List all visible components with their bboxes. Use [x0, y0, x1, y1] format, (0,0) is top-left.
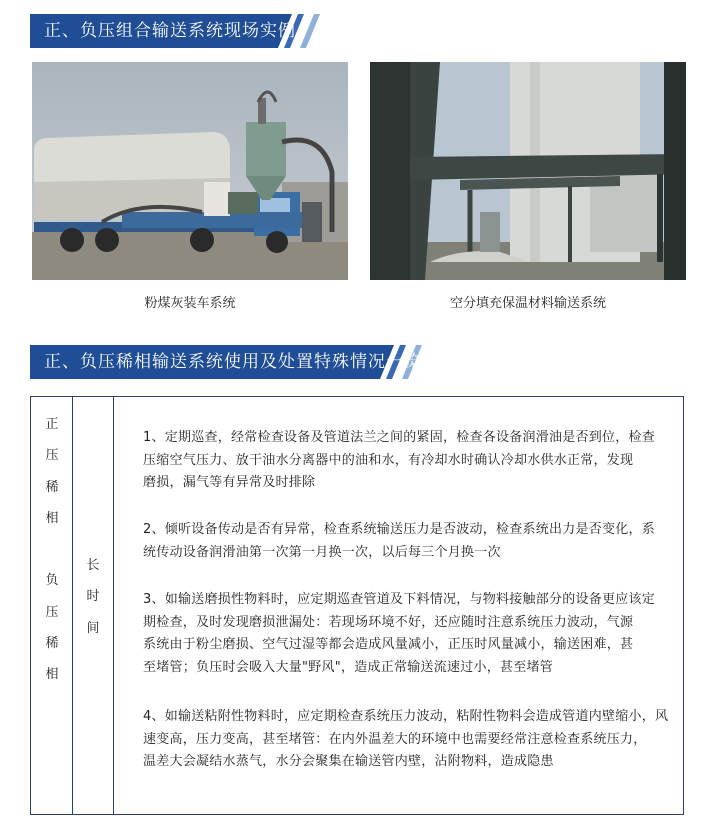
- period-column: [83, 550, 103, 644]
- category-char: [42, 534, 62, 565]
- photo-fly-ash-loading: [32, 62, 348, 280]
- banner-accent: [300, 14, 320, 48]
- item-line: 4、如输送粘附性物料时，应定期检查系统压力波动，粘附性物料会造成管道内壁缩小，风: [143, 709, 669, 724]
- table-divider: [113, 397, 114, 814]
- item-line: 至堵管；负压时会吸入大量"野风"，造成正常输送流速过小，甚至堵管: [143, 659, 553, 675]
- maintenance-item-4: [143, 706, 678, 774]
- period-char: 时: [86, 589, 100, 605]
- period-char: 间: [86, 620, 100, 636]
- maintenance-item-3: [143, 589, 678, 679]
- section-banner-1: [30, 14, 330, 48]
- photo-caption: 粉煤灰装车系统: [144, 296, 236, 311]
- section-banner-2: [30, 345, 430, 379]
- category-column: [42, 409, 62, 691]
- maintenance-item-1: [143, 427, 678, 495]
- item-line: 温差大会凝结水蒸气，水分会聚集在输送管内壁，沾附物料，造成隐患: [143, 754, 554, 770]
- period-char: 长: [86, 558, 100, 573]
- section-title: 正、负压稀相输送系统使用及处置特殊情况一览: [44, 352, 422, 372]
- category-char: 负: [45, 573, 59, 589]
- item-line: 期检查，及时发现磨损泄漏处：若现场环境不好，还应随时注意系统压力波动，气源: [143, 614, 634, 630]
- maintenance-item-2: [143, 519, 678, 564]
- category-char: 相: [45, 667, 59, 683]
- table-divider: [72, 397, 73, 814]
- photo-insulation-conveying: [370, 62, 686, 280]
- category-char: 相: [45, 510, 59, 526]
- item-line: 统传动设备润滑油第一次第一月换一次，以后每三个月换一次: [143, 544, 501, 560]
- item-line: 压缩空气压力、放干油水分离器中的油和水，有冷却水时确认冷却水供水正常，发现: [143, 452, 634, 468]
- item-line: 2、倾听设备传动是否有异常，检查系统输送压力是否波动，检查系统出力是否变化，系: [143, 522, 656, 537]
- category-char: 正: [45, 417, 59, 432]
- item-line: 磨损，漏气等有异常及时排除: [143, 475, 316, 491]
- category-char: 压: [45, 448, 59, 464]
- category-char: 稀: [45, 479, 59, 495]
- item-line: 3、如输送磨损性物料时，应定期巡查管道及下料情况，与物料接触部分的设备更应该定: [143, 592, 656, 607]
- special-cases-table: [30, 396, 684, 815]
- photo-caption: 空分填充保温材料输送系统: [449, 296, 606, 311]
- item-line: 速变高，压力变高，甚至堵管：在内外温差大的环境中也需要经常注意检查系统压力，: [143, 731, 647, 747]
- item-line: 系统由于粉尘磨损、空气过湿等都会造成风量减小，正压时风量减小，输送困难，甚: [143, 637, 634, 653]
- category-char: 压: [45, 604, 59, 620]
- category-char: 稀: [45, 636, 59, 652]
- section-title: 正、负压组合输送系统现场实例: [44, 21, 296, 41]
- item-line: 1、定期巡查，经常检查设备及管道法兰之间的紧固，检查各设备润滑油是否到位，检查: [143, 430, 656, 445]
